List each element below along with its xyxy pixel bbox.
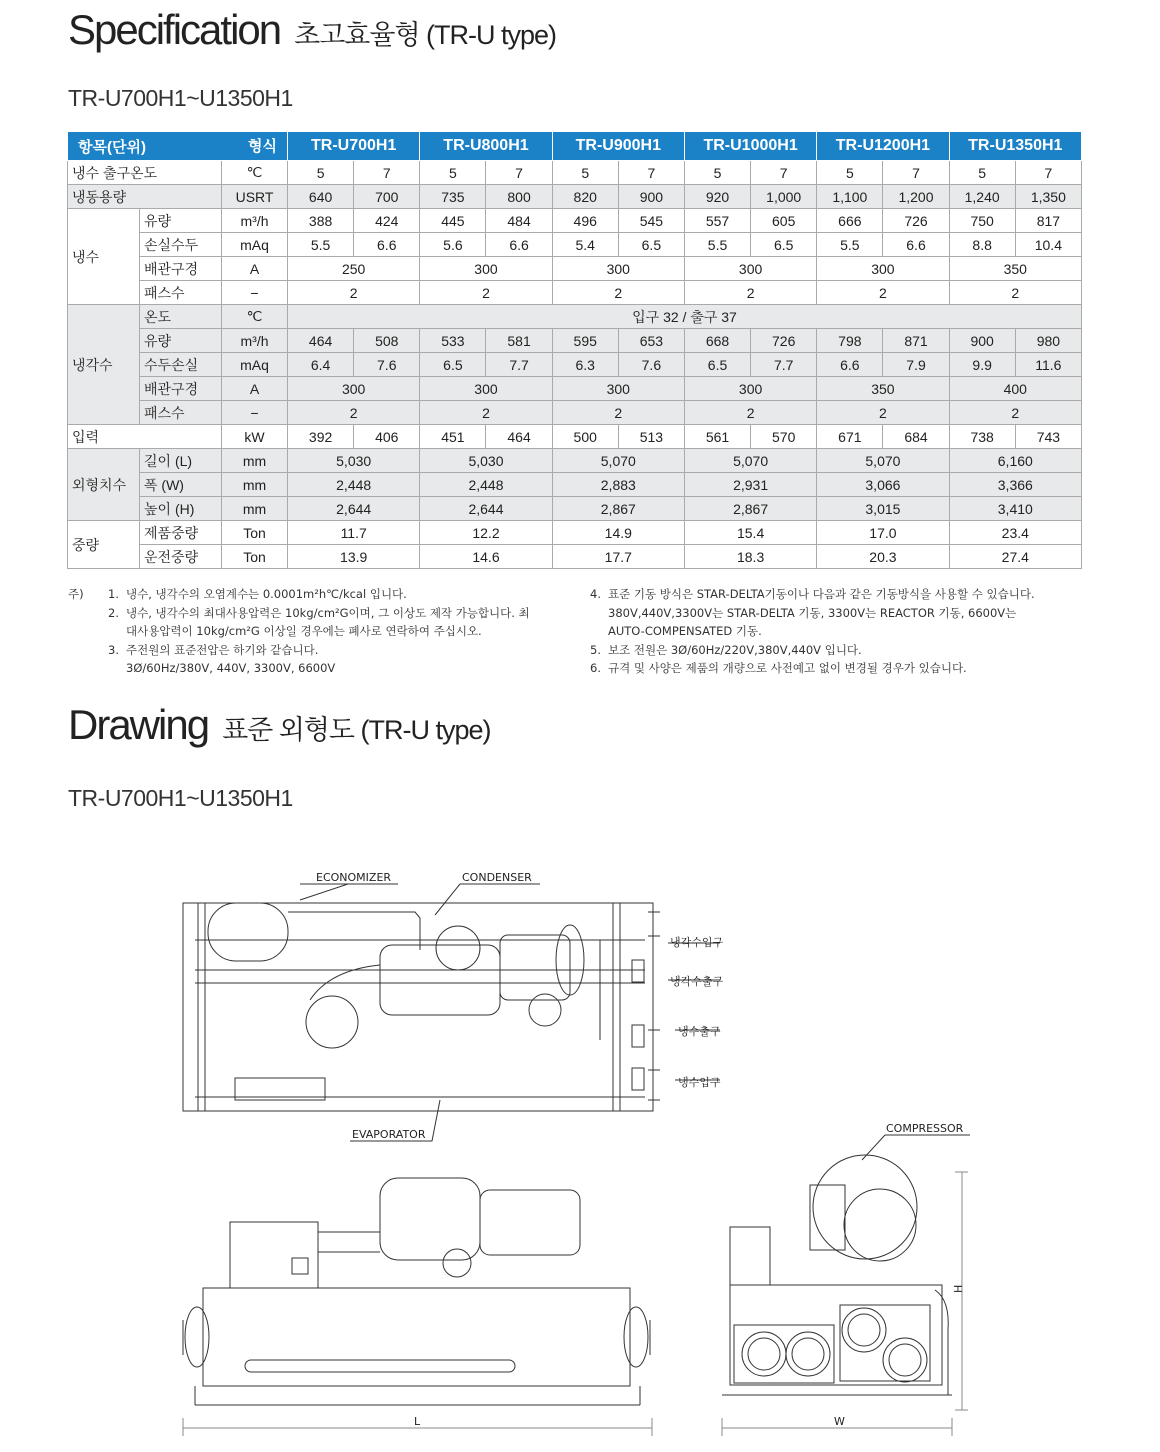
value-cell: 595 (552, 329, 618, 353)
value-cell: 6.3 (552, 353, 618, 377)
note-number: 4. (590, 587, 601, 601)
note-line (108, 622, 568, 641)
unit-cell: mm (222, 497, 288, 521)
note-text: 냉수, 냉각수의 오염계수는 0.0001m²h℃/kcal 입니다. (126, 587, 407, 601)
unit-cell: − (222, 281, 288, 305)
dimension-w-label: W (834, 1415, 845, 1428)
row-sub-label: 운전중량 (140, 545, 222, 569)
table-row (68, 425, 1082, 449)
value-cell: 2 (817, 281, 949, 305)
note-line (590, 659, 1082, 678)
value-cell: 484 (486, 209, 552, 233)
value-cell: 666 (817, 209, 883, 233)
value-cell: 2,448 (420, 473, 552, 497)
value-cell: 2,867 (684, 497, 816, 521)
row-sub-label: 배관구경 (140, 257, 222, 281)
unit-cell: A (222, 257, 288, 281)
unit-cell: mm (222, 473, 288, 497)
row-sub-label: 길이 (L) (140, 449, 222, 473)
value-cell: 6.6 (354, 233, 420, 257)
unit-cell: Ton (222, 545, 288, 569)
top-view (183, 903, 660, 1111)
value-cell: 300 (288, 377, 420, 401)
value-cell: 6.5 (684, 353, 750, 377)
value-cell: 464 (486, 425, 552, 449)
value-cell: 7.7 (486, 353, 552, 377)
value-cell: 2,644 (288, 497, 420, 521)
value-cell: 2 (420, 281, 552, 305)
front-view (183, 1178, 652, 1436)
row-sub-label: 손실수두 (140, 233, 222, 257)
value-cell: 300 (552, 377, 684, 401)
table-row (68, 353, 1082, 377)
compressor-body-top (500, 935, 570, 1000)
table-row (68, 401, 1082, 425)
note-line (108, 604, 568, 623)
notes-label: 주) (68, 587, 84, 601)
value-cell: 27.4 (949, 545, 1081, 569)
value-cell: 5.5 (684, 233, 750, 257)
value-cell: 451 (420, 425, 486, 449)
value-cell: 2,448 (288, 473, 420, 497)
unit-cell: Ton (222, 521, 288, 545)
value-cell: 500 (552, 425, 618, 449)
table-row (68, 185, 1082, 209)
unit-cell: − (222, 401, 288, 425)
value-cell: 300 (420, 257, 552, 281)
motor-end-cap (436, 926, 480, 970)
row-group-label: 외형치수 (68, 449, 140, 521)
table-header-row (68, 132, 1082, 161)
spec-heading (68, 6, 556, 54)
value-cell: 5.6 (420, 233, 486, 257)
value-cell: 726 (751, 329, 817, 353)
row-sub-label: 패스수 (140, 401, 222, 425)
note-line (108, 585, 568, 604)
unit-cell: m³/h (222, 329, 288, 353)
notes-right (590, 585, 1082, 678)
note-text: 380V,440V,3300V는 STAR-DELTA 기동, 3300V는 REACTOR 기동, 6600V는 (608, 605, 1017, 620)
value-cell: 5,030 (420, 449, 552, 473)
value-cell: 671 (817, 425, 883, 449)
note-line (108, 659, 568, 678)
note-text: 대사용압력이 10kg/cm²G 이상일 경우에는 폐사로 연락하여 주십시오. (126, 624, 482, 639)
table-row (68, 209, 1082, 233)
value-cell: 820 (552, 185, 618, 209)
value-cell: 350 (817, 377, 949, 401)
value-cell: 980 (1015, 329, 1081, 353)
value-cell: 2,644 (420, 497, 552, 521)
drawing-title: Drawing (68, 701, 209, 748)
value-cell: 300 (420, 377, 552, 401)
value-cell: 2 (817, 401, 949, 425)
value-cell: 3,066 (817, 473, 949, 497)
value-cell: 668 (684, 329, 750, 353)
value-cell: 2 (684, 401, 816, 425)
spec-table (67, 131, 1082, 569)
value-cell: 6.5 (618, 233, 684, 257)
row-group-label: 중량 (68, 521, 140, 569)
value-cell: 605 (751, 209, 817, 233)
value-cell: 8.8 (949, 233, 1015, 257)
value-cell: 14.6 (420, 545, 552, 569)
value-cell: 2 (288, 401, 420, 425)
row-group-label: 냉수 (68, 209, 140, 305)
value-cell: 6.6 (883, 233, 949, 257)
value-cell: 13.9 (288, 545, 420, 569)
value-cell: 5.4 (552, 233, 618, 257)
row-sub-label: 패스수 (140, 281, 222, 305)
value-cell: 3,410 (949, 497, 1081, 521)
value-cell: 6.6 (486, 233, 552, 257)
model-header: TR-U800H1 (420, 132, 552, 161)
chilled-water-outlet-label: 냉수출구 (678, 1025, 721, 1038)
note-text: 규격 및 사양은 제품의 개량으로 사전예고 없이 변경될 경우가 있습니다. (608, 661, 967, 676)
value-cell: 464 (288, 329, 354, 353)
drawing-subtitle: 표준 외형도 (TR-U type) (222, 715, 491, 745)
note-line (590, 641, 1082, 660)
unit-cell: USRT (222, 185, 288, 209)
value-cell: 400 (949, 377, 1081, 401)
value-cell: 7.6 (618, 353, 684, 377)
value-cell: 7 (751, 161, 817, 185)
value-cell: 557 (684, 209, 750, 233)
value-cell: 700 (354, 185, 420, 209)
dimension-l-label: L (414, 1415, 421, 1428)
note-text: 3Ø/60Hz/380V, 440V, 3300V, 6600V (126, 661, 336, 676)
unit-cell: mAq (222, 353, 288, 377)
value-cell: 17.7 (552, 545, 684, 569)
value-cell: 920 (684, 185, 750, 209)
note-text: 표준 기동 방식은 STAR-DELTA기동이나 다음과 같은 기동방식을 사용할 수 있습니다. (608, 587, 1035, 601)
value-cell: 2 (684, 281, 816, 305)
evaporator-shell (203, 1288, 630, 1386)
model-header: TR-U700H1 (288, 132, 420, 161)
table-row (68, 377, 1082, 401)
note-number: 5. (590, 642, 601, 657)
note-text: AUTO-COMPENSATED 기동. (608, 624, 762, 639)
header-corner-cell (68, 132, 288, 161)
value-cell: 3,366 (949, 473, 1081, 497)
note-line (590, 604, 1082, 623)
item-unit-header: 항목(단위) (78, 139, 146, 156)
value-cell: 640 (288, 185, 354, 209)
model-header: TR-U900H1 (552, 132, 684, 161)
chilled-water-inlet-label: 냉수입구 (678, 1076, 721, 1089)
value-cell: 11.7 (288, 521, 420, 545)
value-cell: 2 (552, 401, 684, 425)
value-cell: 561 (684, 425, 750, 449)
top-view-frame (183, 903, 653, 1111)
control-panel-front (230, 1222, 318, 1288)
unit-cell: m³/h (222, 209, 288, 233)
value-cell: 817 (1015, 209, 1081, 233)
unit-cell: kW (222, 425, 288, 449)
suction-elbow (306, 996, 358, 1048)
value-cell: 871 (883, 329, 949, 353)
row-sub-label: 유량 (140, 209, 222, 233)
value-cell: 508 (354, 329, 420, 353)
value-cell: 5.5 (817, 233, 883, 257)
value-cell: 6.5 (751, 233, 817, 257)
value-cell: 5 (684, 161, 750, 185)
value-cell: 2,931 (684, 473, 816, 497)
value-cell: 17.0 (817, 521, 949, 545)
type-header: 형식 (248, 138, 278, 155)
value-cell: 545 (618, 209, 684, 233)
table-row (68, 281, 1082, 305)
value-cell: 5,070 (684, 449, 816, 473)
value-cell: 14.9 (552, 521, 684, 545)
value-cell: 5.5 (288, 233, 354, 257)
model-header: TR-U1200H1 (817, 132, 949, 161)
value-cell: 5 (949, 161, 1015, 185)
value-cell: 1,200 (883, 185, 949, 209)
unit-cell: mm (222, 449, 288, 473)
unit-cell: A (222, 377, 288, 401)
value-cell: 1,350 (1015, 185, 1081, 209)
economizer-label: ECONOMIZER (316, 871, 392, 884)
value-cell: 7.9 (883, 353, 949, 377)
value-cell: 7 (486, 161, 552, 185)
value-cell: 15.4 (684, 521, 816, 545)
row-sub-label: 제품중량 (140, 521, 222, 545)
table-row (68, 233, 1082, 257)
note-number: 2. (108, 605, 119, 620)
side-view (722, 1135, 970, 1436)
value-cell: 653 (618, 329, 684, 353)
drawing-model-range: TR-U700H1~U1350H1 (68, 785, 293, 811)
value-cell: 800 (486, 185, 552, 209)
note-number: 1. (108, 587, 119, 601)
row-sub-label: 수두손실 (140, 353, 222, 377)
value-cell: 798 (817, 329, 883, 353)
note-line (590, 622, 1082, 641)
unit-cell: ℃ (222, 305, 288, 329)
value-cell: 5 (817, 161, 883, 185)
condenser-label: CONDENSER (462, 871, 532, 884)
value-cell: 7 (618, 161, 684, 185)
chiller-drawing (0, 840, 1160, 1452)
note-number: 6. (590, 661, 601, 676)
value-cell: 18.3 (684, 545, 816, 569)
value-cell: 513 (618, 425, 684, 449)
value-cell: 900 (949, 329, 1015, 353)
value-cell: 300 (817, 257, 949, 281)
compressor-label: COMPRESSOR (886, 1122, 964, 1135)
note-line (108, 641, 568, 660)
unit-cell: ℃ (222, 161, 288, 185)
value-cell: 7 (354, 161, 420, 185)
value-cell: 2 (552, 281, 684, 305)
value-cell: 300 (684, 377, 816, 401)
note-text: 주전원의 표준전압은 하기와 같습니다. (126, 642, 319, 657)
value-cell: 570 (751, 425, 817, 449)
motor-front (380, 1178, 480, 1260)
value-cell: 726 (883, 209, 949, 233)
value-cell: 5 (420, 161, 486, 185)
value-cell: 7 (1015, 161, 1081, 185)
value-cell: 5 (288, 161, 354, 185)
value-cell: 300 (552, 257, 684, 281)
value-cell: 743 (1015, 425, 1081, 449)
table-row (68, 545, 1082, 569)
value-cell: 750 (949, 209, 1015, 233)
cooling-water-outlet-label: 냉각수출구 (670, 975, 724, 988)
value-cell: 10.4 (1015, 233, 1081, 257)
value-cell: 2 (949, 281, 1081, 305)
note-number (590, 604, 608, 623)
value-cell: 424 (354, 209, 420, 233)
value-cell: 2 (949, 401, 1081, 425)
table-row (68, 257, 1082, 281)
value-cell: 6.6 (817, 353, 883, 377)
value-cell: 684 (883, 425, 949, 449)
model-header: TR-U1000H1 (684, 132, 816, 161)
unit-cell: mAq (222, 233, 288, 257)
row-sub-label: 폭 (W) (140, 473, 222, 497)
row-sub-label: 유량 (140, 329, 222, 353)
value-cell: 5 (552, 161, 618, 185)
notes-left (68, 585, 568, 678)
compressor-motor-top (380, 945, 500, 1015)
compressor-volute (813, 1155, 917, 1259)
value-cell: 445 (420, 209, 486, 233)
value-cell: 1,000 (751, 185, 817, 209)
value-cell: 2,883 (552, 473, 684, 497)
table-row (68, 161, 1082, 185)
value-cell: 900 (618, 185, 684, 209)
compressor-front (480, 1190, 580, 1255)
value-cell: 20.3 (817, 545, 949, 569)
table-row (68, 473, 1082, 497)
row-label: 냉동용량 (68, 185, 222, 209)
row-label: 냉수 출구온도 (68, 161, 222, 185)
table-row (68, 449, 1082, 473)
value-cell: 392 (288, 425, 354, 449)
value-cell: 2 (420, 401, 552, 425)
value-cell: 입구 32 / 출구 37 (288, 305, 1082, 329)
value-cell: 350 (949, 257, 1081, 281)
dimension-h-label: H (952, 1284, 965, 1293)
value-cell: 1,100 (817, 185, 883, 209)
value-cell: 5,030 (288, 449, 420, 473)
value-cell: 5,070 (817, 449, 949, 473)
row-group-label: 냉각수 (68, 305, 140, 425)
value-cell: 406 (354, 425, 420, 449)
value-cell: 6.4 (288, 353, 354, 377)
value-cell: 6.5 (420, 353, 486, 377)
row-sub-label: 높이 (H) (140, 497, 222, 521)
table-row (68, 329, 1082, 353)
value-cell: 1,240 (949, 185, 1015, 209)
note-number (108, 622, 126, 641)
value-cell: 3,015 (817, 497, 949, 521)
value-cell: 7.7 (751, 353, 817, 377)
value-cell: 300 (684, 257, 816, 281)
value-cell: 6,160 (949, 449, 1081, 473)
note-line (590, 585, 1082, 604)
economizer-pipe (288, 912, 420, 950)
row-sub-label: 배관구경 (140, 377, 222, 401)
value-cell: 2,867 (552, 497, 684, 521)
row-label: 입력 (68, 425, 222, 449)
spec-model-range: TR-U700H1~U1350H1 (68, 85, 293, 111)
economizer-tank (208, 903, 288, 961)
row-sub-label: 온도 (140, 305, 222, 329)
model-header: TR-U1350H1 (949, 132, 1081, 161)
value-cell: 250 (288, 257, 420, 281)
spec-title: Specification (68, 6, 281, 53)
note-text: 보조 전원은 3Ø/60Hz/220V,380V,440V 입니다. (608, 642, 862, 657)
table-row (68, 521, 1082, 545)
value-cell: 11.6 (1015, 353, 1081, 377)
value-cell: 23.4 (949, 521, 1081, 545)
value-cell: 533 (420, 329, 486, 353)
value-cell: 12.2 (420, 521, 552, 545)
value-cell: 2 (288, 281, 420, 305)
drawing-heading (68, 701, 490, 749)
value-cell: 738 (949, 425, 1015, 449)
note-number: 3. (108, 642, 119, 657)
note-text: 냉수, 냉각수의 최대사용압력은 10kg/cm²G이며, 그 이상도 제작 가능합니다. 최 (126, 605, 530, 620)
value-cell: 496 (552, 209, 618, 233)
value-cell: 5,070 (552, 449, 684, 473)
spec-subtitle: 초고효율형 (TR-U type) (294, 20, 557, 50)
value-cell: 388 (288, 209, 354, 233)
value-cell: 9.9 (949, 353, 1015, 377)
note-number (590, 622, 608, 641)
note-number (108, 659, 126, 678)
value-cell: 581 (486, 329, 552, 353)
table-row (68, 497, 1082, 521)
value-cell: 7.6 (354, 353, 420, 377)
evaporator-label: EVAPORATOR (352, 1128, 426, 1141)
table-row (68, 305, 1082, 329)
cooling-water-inlet-label: 냉각수입구 (670, 936, 724, 949)
value-cell: 7 (883, 161, 949, 185)
value-cell: 735 (420, 185, 486, 209)
